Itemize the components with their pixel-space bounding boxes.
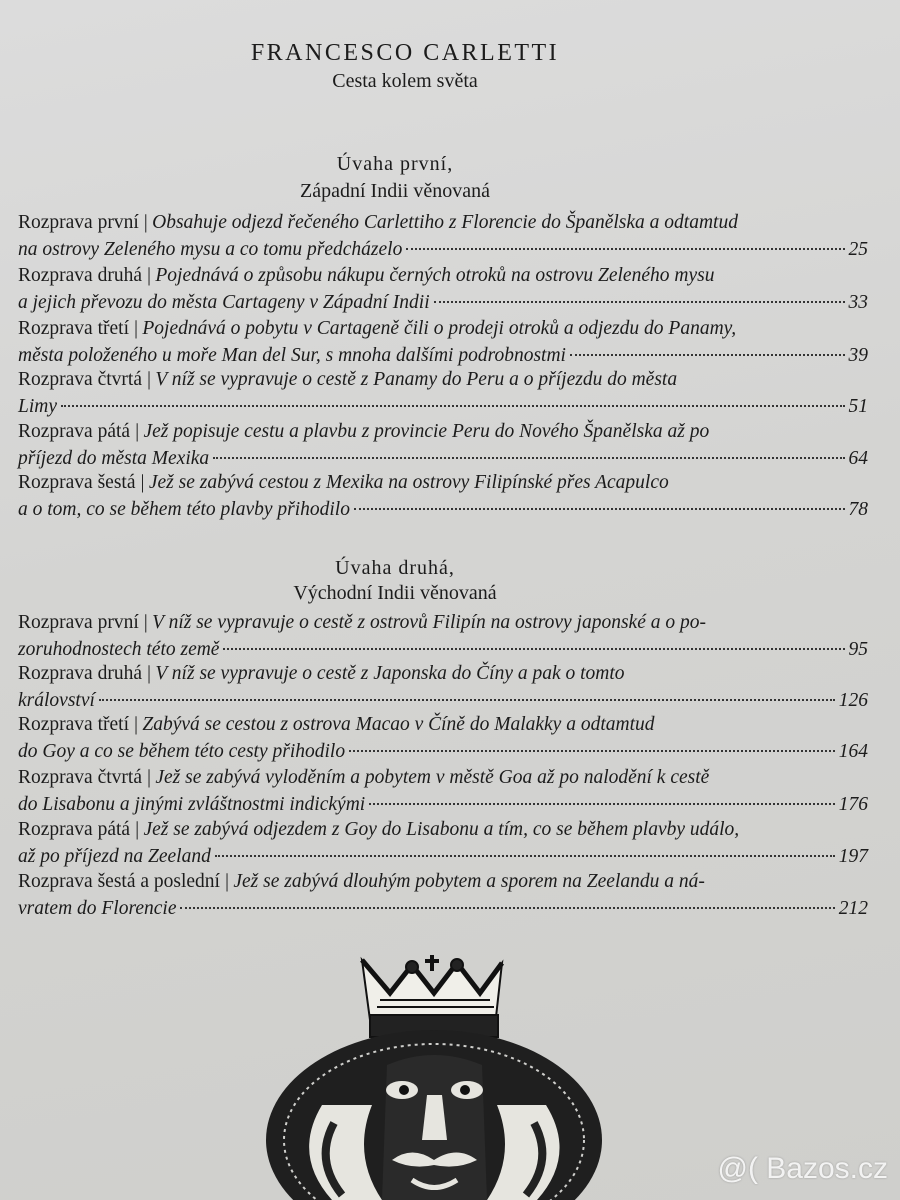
entry-separator: | [146,265,152,286]
entry-description: Zabývá se cestou z ostrova Macao v Číně do Malakky a odtamtud [142,714,655,735]
entry-label: Rozprava první [18,212,139,233]
entry-description: Pojednává o způsobu nákupu černých otroků na ostrovu Zeleného mysu [155,265,715,286]
author-name: FRANCESCO CARLETTI [250,40,560,66]
entry-continuation: na ostrovy Zeleného mysu a co tomu předcházelo [18,239,403,260]
entry-continuation: města položeného u moře Man del Sur, s mnoha dalšími podrobnostmi [18,345,566,366]
entry-description: V níž se vypravuje o cestě z Panamy do Peru a o příjezdu do města [155,369,678,390]
section-subtitle: Východní Indii věnovaná [293,582,497,604]
entry-separator: | [142,212,149,233]
entry-page-number: 197 [838,846,868,867]
entry-continuation: zoruhodnostech této země [18,639,220,660]
entry-continuation: až po příjezd na Zeeland [18,846,211,867]
dot-leader [406,248,844,250]
entry-separator: | [133,318,139,339]
entry-label: Rozprava pátá [18,421,131,442]
entry-continuation: království [18,690,95,711]
dot-leader [354,508,845,510]
entry-label: Rozprava druhá [18,663,142,684]
entry-separator: | [146,663,152,684]
entry-label: Rozprava první [18,612,139,633]
dot-leader [61,405,845,407]
toc-entry [18,660,868,714]
entry-separator: | [133,714,139,735]
entry-page-number: 126 [838,690,868,711]
toc-entry [18,262,868,316]
entry-continuation: do Goy a co se během této cesty přihodilo [18,741,346,762]
entry-separator: | [142,612,149,633]
entry-label: Rozprava pátá [18,819,131,840]
dot-leader [213,457,844,459]
entry-page-number: 51 [848,396,868,417]
entry-description: Pojednává o pobytu v Cartageně čili o prodeji otroků a odjezdu do Panamy, [142,318,737,339]
entry-continuation: Limy [18,396,57,417]
toc-entry [18,469,868,523]
entry-separator: | [134,421,140,442]
toc-entry [18,711,868,765]
section-title: Úvaha první, [336,153,454,175]
entry-page-number: 39 [848,345,868,366]
entry-label: Rozprava čtvrtá [18,369,142,390]
toc-entry [18,816,868,870]
entry-description: Obsahuje odjezd řečeného Carlettiho z Florencie do Španělska a odtamtud [152,212,738,233]
entry-description: Jež se zabývá cestou z Mexika na ostrovy Filipínské přes Acapulco [148,472,669,493]
book-title: Cesta kolem světa [332,70,478,92]
entry-separator: | [145,369,152,390]
toc-entry [18,366,868,420]
crown-icon [362,955,502,1037]
entry-description: Jež popisuje cestu a plavbu z provincie Peru do Nového Španělska až po [143,421,710,442]
entry-page-number: 95 [848,639,868,660]
dot-leader [99,699,835,701]
toc-entry [18,209,868,263]
entry-continuation: příjezd do města Mexika [18,448,210,469]
section-subtitle: Západní Indii věnovaná [300,180,490,202]
dot-leader [434,301,845,303]
entry-description: Jež se zabývá odjezdem z Goy do Lisabonu a tím, co se během plavby událo, [143,819,740,840]
sun-face-icon [266,1030,602,1200]
watermark-logo: @( Bazos.cz [717,1152,888,1185]
entry-label: Rozprava druhá [18,265,142,286]
entry-description: V níž se vypravuje o cestě z Japonska do Číny a pak o tomto [155,663,625,684]
entry-separator: | [134,819,140,840]
entry-separator: | [145,767,152,788]
entry-description: Jež se zabývá dlouhým pobytem a sporem na Zeelandu a ná- [233,871,705,892]
dot-leader [223,648,844,650]
crowned-sun-face-ornament [262,955,607,1200]
entry-separator: | [139,472,145,493]
toc-entry [18,418,868,472]
toc-entry [18,609,868,663]
toc-entry [18,868,868,922]
entry-label: Rozprava čtvrtá [18,767,142,788]
toc-entry [18,764,868,818]
entry-page-number: 164 [838,741,868,762]
section-title: Úvaha druhá, [335,557,455,579]
entry-continuation: do Lisabonu a jinými zvláštnostmi indickými [18,794,366,815]
entry-page-number: 64 [848,448,868,469]
dot-leader [570,354,845,356]
dot-leader [215,855,835,857]
entry-label: Rozprava šestá [18,472,136,493]
entry-page-number: 33 [848,292,868,313]
entry-separator: | [223,871,230,892]
entry-label: Rozprava třetí [18,318,129,339]
entry-continuation: a o tom, co se během této plavby přihodilo [18,499,350,520]
dot-leader [180,907,834,909]
entry-description: Jež se zabývá vyloděním a pobytem v městě Goa až po nalodění k cestě [155,767,710,788]
entry-label: Rozprava třetí [18,714,129,735]
entry-page-number: 78 [848,499,868,520]
dot-leader [369,803,835,805]
entry-continuation: a jejich převozu do města Cartageny v Západní Indii [18,292,430,313]
entry-page-number: 25 [848,239,868,260]
entry-continuation: vratem do Florencie [18,898,177,919]
dot-leader [349,750,835,752]
entry-page-number: 176 [838,794,868,815]
entry-description: V níž se vypravuje o cestě z ostrovů Filipín na ostrovy japonské a o po- [152,612,706,633]
entry-page-number: 212 [838,898,868,919]
entry-label: Rozprava šestá a poslední [18,871,220,892]
toc-entry [18,315,868,369]
